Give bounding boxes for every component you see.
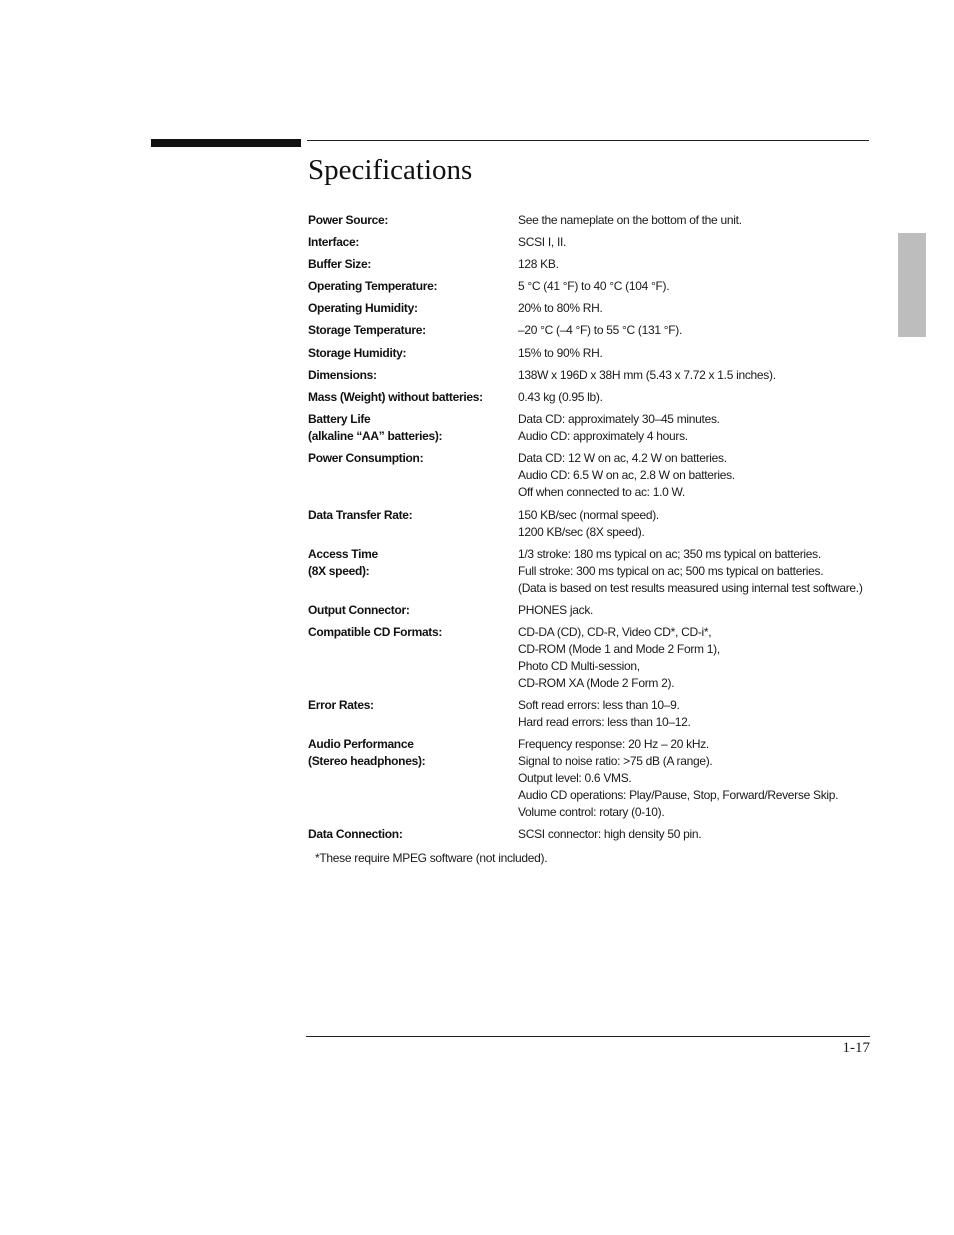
spec-value-line: 138W x 196D x 38H mm (5.43 x 7.72 x 1.5 inches). bbox=[518, 368, 776, 382]
page-title: Specifications bbox=[308, 154, 473, 186]
spec-row bbox=[308, 736, 888, 821]
spec-label-line: Data Transfer Rate: bbox=[308, 508, 413, 522]
spec-label-line: (8X speed): bbox=[308, 564, 370, 578]
specifications-list bbox=[308, 212, 888, 843]
spec-value-line: See the nameplate on the bottom of the unit. bbox=[518, 213, 742, 227]
spec-label bbox=[308, 411, 518, 445]
footnote: *These require MPEG software (not included). bbox=[315, 851, 548, 865]
spec-value bbox=[518, 234, 888, 251]
spec-label-line: Storage Temperature: bbox=[308, 323, 426, 337]
spec-label bbox=[308, 697, 518, 731]
spec-label bbox=[308, 826, 518, 843]
spec-row bbox=[308, 300, 888, 317]
spec-row bbox=[308, 411, 888, 445]
spec-label-line: Mass (Weight) without batteries: bbox=[308, 390, 483, 404]
spec-row bbox=[308, 624, 888, 692]
spec-row bbox=[308, 389, 888, 406]
spec-label bbox=[308, 736, 518, 821]
spec-row bbox=[308, 234, 888, 251]
spec-row bbox=[308, 278, 888, 295]
spec-value-line: SCSI connector: high density 50 pin. bbox=[518, 827, 702, 841]
spec-label-line: Operating Humidity: bbox=[308, 301, 418, 315]
spec-value-line: 128 KB. bbox=[518, 257, 559, 271]
spec-label bbox=[308, 234, 518, 251]
spec-label bbox=[308, 507, 518, 541]
spec-label bbox=[308, 300, 518, 317]
spec-label bbox=[308, 624, 518, 692]
spec-value-line: Data CD: 12 W on ac, 4.2 W on batteries. bbox=[518, 451, 727, 465]
spec-row bbox=[308, 367, 888, 384]
spec-value bbox=[518, 450, 888, 501]
spec-value bbox=[518, 736, 888, 821]
spec-value-line: Off when connected to ac: 1.0 W. bbox=[518, 485, 685, 499]
spec-label-line: Interface: bbox=[308, 235, 360, 249]
spec-label bbox=[308, 256, 518, 273]
spec-value bbox=[518, 322, 888, 339]
spec-value bbox=[518, 624, 888, 692]
spec-label-line: Battery Life bbox=[308, 412, 371, 426]
spec-label bbox=[308, 367, 518, 384]
spec-label bbox=[308, 546, 518, 597]
spec-value bbox=[518, 602, 888, 619]
spec-label-line: (Stereo headphones): bbox=[308, 754, 426, 768]
spec-value bbox=[518, 256, 888, 273]
spec-value-line: Data CD: approximately 30–45 minutes. bbox=[518, 412, 720, 426]
spec-value-line: –20 °C (–4 °F) to 55 °C (131 °F). bbox=[518, 323, 683, 337]
spec-label-line: Dimensions: bbox=[308, 368, 377, 382]
spec-label bbox=[308, 345, 518, 362]
spec-value-line: Audio CD: 6.5 W on ac, 2.8 W on batteries. bbox=[518, 468, 735, 482]
spec-label bbox=[308, 450, 518, 501]
spec-value-line: Full stroke: 300 ms typical on ac; 500 ms typical on batteries. bbox=[518, 564, 824, 578]
spec-value-line: CD-ROM XA (Mode 2 Form 2). bbox=[518, 676, 675, 690]
spec-value-line: 20% to 80% RH. bbox=[518, 301, 603, 315]
spec-value-line: PHONES jack. bbox=[518, 603, 594, 617]
header-thick-bar bbox=[151, 139, 301, 147]
spec-row bbox=[308, 826, 888, 843]
spec-label-line: Data Connection: bbox=[308, 827, 403, 841]
spec-value-line: 15% to 90% RH. bbox=[518, 346, 603, 360]
spec-label-line: Buffer Size: bbox=[308, 257, 372, 271]
spec-value bbox=[518, 546, 888, 597]
spec-row bbox=[308, 507, 888, 541]
spec-label bbox=[308, 389, 518, 406]
spec-label-line: Compatible CD Formats: bbox=[308, 625, 443, 639]
spec-label-line: Audio Performance bbox=[308, 737, 414, 751]
spec-value-line: 1/3 stroke: 180 ms typical on ac; 350 ms typical on batteries. bbox=[518, 547, 821, 561]
spec-value-line: Hard read errors: less than 10–12. bbox=[518, 715, 691, 729]
spec-label-line: Access Time bbox=[308, 547, 378, 561]
spec-value bbox=[518, 411, 888, 445]
spec-row bbox=[308, 212, 888, 229]
spec-value bbox=[518, 345, 888, 362]
spec-label bbox=[308, 322, 518, 339]
spec-row bbox=[308, 345, 888, 362]
spec-value-line: Frequency response: 20 Hz – 20 kHz. bbox=[518, 737, 709, 751]
spec-row bbox=[308, 256, 888, 273]
spec-value-line: CD-ROM (Mode 1 and Mode 2 Form 1), bbox=[518, 642, 720, 656]
spec-row bbox=[308, 322, 888, 339]
spec-value bbox=[518, 507, 888, 541]
spec-row bbox=[308, 450, 888, 501]
footer-rule bbox=[306, 1036, 870, 1037]
spec-value-line: Output level: 0.6 VMS. bbox=[518, 771, 632, 785]
spec-value-line: CD-DA (CD), CD-R, Video CD*, CD-i*, bbox=[518, 625, 712, 639]
spec-value-line: Volume control: rotary (0-10). bbox=[518, 805, 665, 819]
spec-value bbox=[518, 826, 888, 843]
spec-value bbox=[518, 300, 888, 317]
spec-value bbox=[518, 278, 888, 295]
spec-value bbox=[518, 389, 888, 406]
spec-row bbox=[308, 602, 888, 619]
spec-label-line: Power Consumption: bbox=[308, 451, 424, 465]
spec-label bbox=[308, 278, 518, 295]
spec-value-line: Soft read errors: less than 10–9. bbox=[518, 698, 680, 712]
spec-label-line: (alkaline “AA” batteries): bbox=[308, 429, 443, 443]
spec-value-line: 5 °C (41 °F) to 40 °C (104 °F). bbox=[518, 279, 670, 293]
spec-value-line: Signal to noise ratio: >75 dB (A range). bbox=[518, 754, 713, 768]
spec-value-line: Audio CD operations: Play/Pause, Stop, Forward/Reverse Skip. bbox=[518, 788, 839, 802]
spec-value-line: 1200 KB/sec (8X speed). bbox=[518, 525, 645, 539]
spec-label-line: Operating Temperature: bbox=[308, 279, 438, 293]
spec-value-line: SCSI I, II. bbox=[518, 235, 567, 249]
spec-value-line: Photo CD Multi-session, bbox=[518, 659, 640, 673]
spec-value-line: (Data is based on test results measured using internal test software.) bbox=[518, 581, 863, 595]
page-number: 1-17 bbox=[842, 1040, 870, 1056]
spec-label-line: Storage Humidity: bbox=[308, 346, 407, 360]
chapter-thumb-tab bbox=[898, 233, 926, 337]
spec-label-line: Power Source: bbox=[308, 213, 389, 227]
spec-value bbox=[518, 212, 888, 229]
spec-value-line: 150 KB/sec (normal speed). bbox=[518, 508, 659, 522]
spec-label-line: Error Rates: bbox=[308, 698, 374, 712]
spec-value-line: 0.43 kg (0.95 lb). bbox=[518, 390, 603, 404]
spec-label bbox=[308, 212, 518, 229]
spec-value bbox=[518, 367, 888, 384]
spec-label bbox=[308, 602, 518, 619]
spec-value-line: Audio CD: approximately 4 hours. bbox=[518, 429, 688, 443]
spec-row bbox=[308, 697, 888, 731]
spec-value bbox=[518, 697, 888, 731]
spec-row bbox=[308, 546, 888, 597]
header-rule bbox=[307, 140, 869, 141]
spec-label-line: Output Connector: bbox=[308, 603, 410, 617]
